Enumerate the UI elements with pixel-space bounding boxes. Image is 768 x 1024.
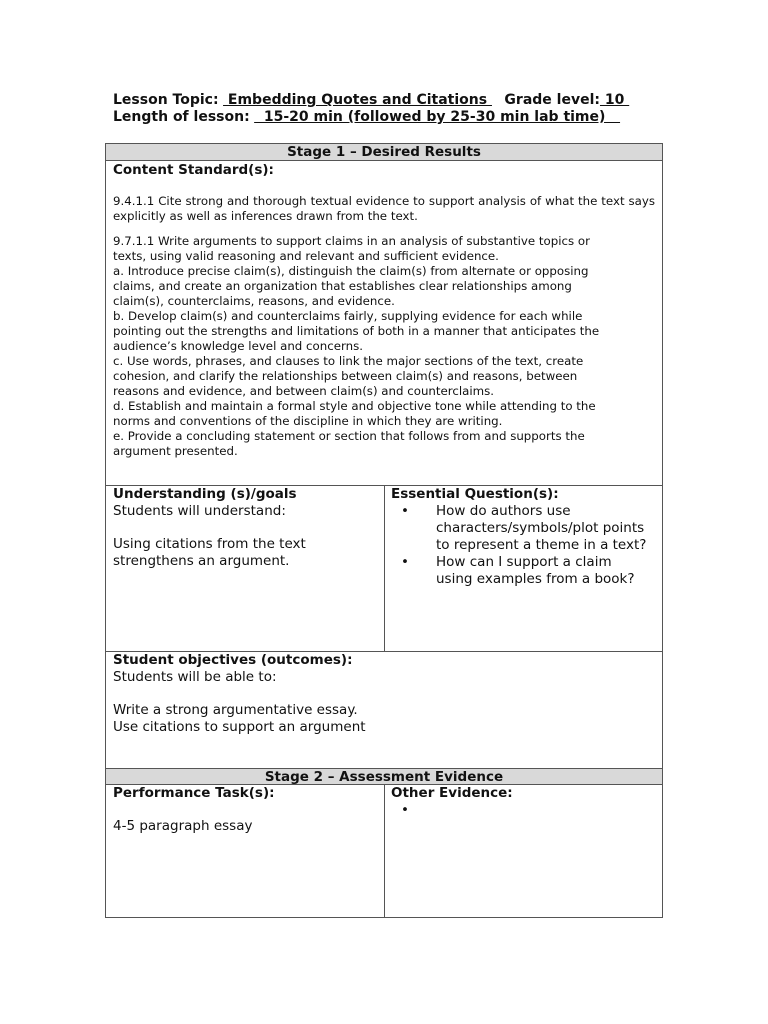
list-item — [391, 503, 656, 554]
length-label: Length of lesson: — [113, 109, 250, 125]
objective-line: Use citations to support an argument — [113, 719, 366, 735]
standard-line: argument presented. — [113, 444, 238, 458]
standard-line: audience’s knowledge level and concerns. — [113, 339, 363, 353]
bullet-icon: • — [401, 503, 409, 519]
standard-9-4-1-1: 9.4.1.1 Cite strong and thorough textual evidence to support analysis of what the text says explicitly as well as inferences drawn from the text. — [113, 194, 655, 223]
question-line: to represent a theme in a text? — [436, 537, 647, 553]
standard-line: pointing out the strengths and limitations of both in a manner that anticipates the — [113, 324, 600, 338]
essential-questions-section — [384, 485, 663, 652]
standard-line: cohesion, and clarify the relationships between claim(s) and reasons, between — [113, 369, 578, 383]
understanding-intro: Students will understand: — [113, 503, 286, 519]
essential-questions-list — [391, 503, 656, 588]
standard-line: a. Introduce precise claim(s), distinguish the claim(s) from alternate or opposing — [113, 264, 589, 278]
topic-row — [113, 92, 629, 109]
objectives-intro: Students will be able to: — [113, 669, 277, 685]
list-item — [391, 802, 656, 819]
topic-value: Embedding Quotes and Citations — [223, 92, 492, 108]
essential-questions-title: Essential Question(s): — [391, 486, 559, 502]
understanding-section — [105, 485, 385, 652]
performance-task-text: 4-5 paragraph essay — [113, 818, 253, 834]
question-line: How can I support a claim — [436, 554, 612, 570]
content-standards-title: Content Standard(s): — [113, 162, 274, 178]
standard-line: c. Use words, phrases, and clauses to link the major sections of the text, create — [113, 354, 584, 368]
topic-label: Lesson Topic: — [113, 92, 219, 108]
other-evidence-title: Other Evidence: — [391, 785, 513, 801]
stage2-title: Stage 2 – Assessment Evidence — [105, 768, 663, 785]
understanding-line: strengthens an argument. — [113, 553, 290, 569]
question-line: How do authors use — [436, 503, 571, 519]
question-line: characters/symbols/plot points — [436, 520, 645, 536]
objectives-title: Student objectives (outcomes): — [113, 652, 353, 668]
standard-line: texts, using valid reasoning and relevant and sufficient evidence. — [113, 249, 499, 263]
content-standards-section — [105, 160, 663, 486]
stage1-title: Stage 1 – Desired Results — [105, 143, 663, 161]
standard-line: claim(s), counterclaims, reasons, and evidence. — [113, 294, 395, 308]
performance-task-section — [105, 784, 385, 918]
objective-line: Write a strong argumentative essay. — [113, 702, 358, 718]
bullet-icon: • — [401, 554, 409, 570]
understanding-line: Using citations from the text — [113, 536, 306, 552]
bullet-icon: • — [401, 802, 409, 818]
question-line: using examples from a book? — [436, 571, 635, 587]
understanding-title: Understanding (s)/goals — [113, 486, 297, 502]
standard-line: 9.7.1.1 Write arguments to support claims in an analysis of substantive topics or — [113, 234, 590, 248]
standard-line: e. Provide a concluding statement or section that follows from and supports the — [113, 429, 585, 443]
lesson-header — [113, 92, 629, 126]
standard-line: b. Develop claim(s) and counterclaims fairly, supplying evidence for each while — [113, 309, 583, 323]
standard-line: d. Establish and maintain a formal style and objective tone while attending to the — [113, 399, 596, 413]
standard-line: norms and conventions of the discipline in which they are writing. — [113, 414, 503, 428]
list-item — [391, 554, 656, 588]
other-evidence-section — [384, 784, 663, 918]
objectives-section — [105, 651, 663, 769]
standard-9-7-1-1 — [113, 234, 655, 459]
standard-line: claims, and create an organization that establishes clear relationships among — [113, 279, 572, 293]
grade-value: 10 — [599, 92, 630, 108]
length-value: 15-20 min (followed by 25-30 min lab time) — [254, 109, 621, 125]
performance-task-title: Performance Task(s): — [113, 785, 275, 801]
other-evidence-list — [391, 802, 656, 819]
length-row — [113, 109, 629, 126]
standard-line: reasons and evidence, and between claim(s) and counterclaims. — [113, 384, 495, 398]
grade-label: Grade level: — [504, 92, 600, 108]
